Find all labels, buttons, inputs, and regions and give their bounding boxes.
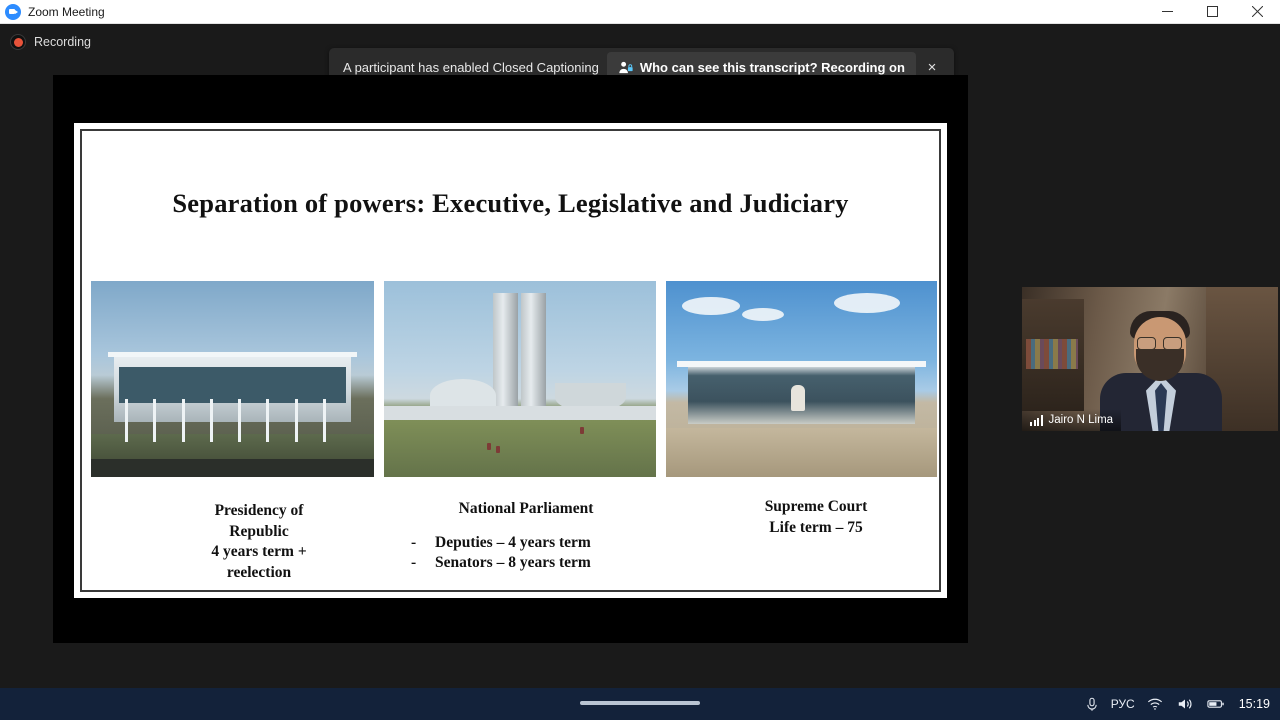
maximize-button[interactable]: [1190, 0, 1235, 24]
language-indicator[interactable]: РУС: [1110, 697, 1135, 711]
caption-line: Republic: [229, 522, 289, 540]
participant-name-badge: [1022, 409, 1121, 431]
microphone-icon[interactable]: [1083, 688, 1101, 720]
battery-icon[interactable]: [1205, 688, 1227, 720]
caption-judiciary: [691, 497, 941, 538]
slide-title: Separation of powers: Executive, Legislative and Judiciary: [172, 188, 849, 218]
caption-line: Presidency of: [214, 502, 304, 519]
palacio-do-planalto-photo: [91, 281, 374, 477]
slide-images: [91, 281, 946, 477]
participant-name: Jairo N Lima: [1048, 414, 1114, 426]
taskbar-drag-handle[interactable]: [580, 701, 700, 705]
caption-bullet: - Deputies – 4 years term: [411, 533, 671, 554]
caption-executive: [149, 501, 369, 583]
volume-icon[interactable]: [1175, 688, 1195, 720]
zoom-logo-icon: [5, 4, 21, 20]
caption-bullet: - Senators – 8 years term: [411, 553, 671, 574]
window-title-bar: [0, 0, 1280, 24]
caption-line: National Parliament: [458, 500, 594, 517]
recording-dot-icon[interactable]: [10, 34, 26, 50]
person-lock-icon: [618, 60, 633, 75]
transcript-visibility-label: Who can see this transcript? Recording on: [639, 59, 905, 75]
wifi-icon[interactable]: [1145, 688, 1165, 720]
close-button[interactable]: [1235, 0, 1280, 24]
caption-line: Life term – 75: [769, 518, 863, 536]
caption-line: Supreme Court: [764, 498, 868, 515]
system-tray: [1083, 688, 1280, 720]
caption-bullets: [381, 533, 671, 574]
window-controls: [1145, 0, 1280, 24]
presentation-slide: [74, 123, 947, 598]
close-icon[interactable]: ×: [927, 58, 937, 76]
caption-line: reelection: [226, 563, 292, 581]
recording-label: Recording: [34, 35, 91, 49]
minimize-button[interactable]: [1145, 0, 1190, 24]
taskbar-clock[interactable]: 15:19: [1238, 697, 1270, 711]
window-title: Zoom Meeting: [28, 4, 105, 19]
shared-screen-stage[interactable]: [53, 75, 968, 643]
caption-line: 4 years term +: [211, 543, 307, 560]
supreme-court-photo: [666, 281, 937, 477]
national-congress-photo: [384, 281, 656, 477]
participant-video-tile[interactable]: [1022, 287, 1278, 431]
windows-taskbar: [0, 688, 1280, 720]
signal-strength-icon: [1030, 415, 1043, 426]
closed-captioning-message: A participant has enabled Closed Captioning: [343, 59, 599, 75]
caption-legislative: [381, 499, 671, 574]
